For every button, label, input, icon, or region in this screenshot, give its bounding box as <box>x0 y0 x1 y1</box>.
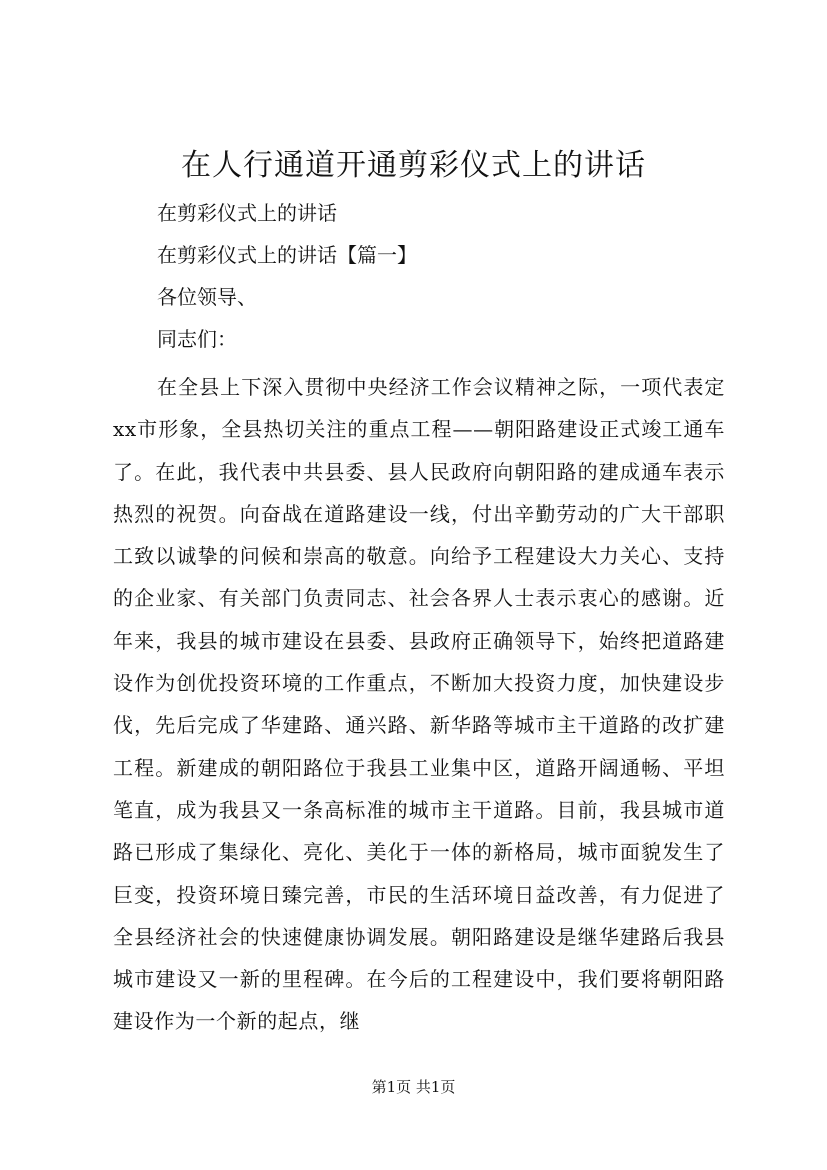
body-paragraph: 在全县上下深入贯彻中央经济工作会议精神之际，一项代表定xx市形象，全县热切关注的重点工程——朝阳路建设正式竣工通车了。在此，我代表中共县委、县人民政府向朝阳路的建成通车表示热烈的祝贺。向奋战在道路建设一线，付出辛勤劳动的广大干部职工致以诚挚的问候和崇高的敬意。向给予工程建设大力关心、支持的企业家、有关部门负责同志、社会各界人士表示衷心的感谢。近年来，我县的城市建设在县委、县政府正确领导下，始终把道路建设作为创优投资环境的工作重点，不断加大投资力度，加快建设步伐，先后完成了华建路、通兴路、新华路等城市主干道路的改扩建工程。新建成的朝阳路位于我县工业集中区，道路开阔通畅、平坦笔直，成为我县又一条高标准的城市主干道路。目前，我县城市道路已形成了集绿化、亮化、美化于一体的新格局，城市面貌发生了巨变，投资环境日臻完善，市民的生活环境日益改善，有力促进了全县经济社会的快速健康协调发展。朝阳路建设是继华建路后我县城市建设又一新的里程碑。在今后的工程建设中，我们要将朝阳路建设作为一个新的起点，继 <box>113 375 725 1034</box>
section-heading: 在剪彩仪式上的讲话【篇一】 <box>157 243 417 267</box>
document-title: 在人行通道开通剪彩仪式上的讲话 <box>181 148 646 183</box>
document-subtitle: 在剪彩仪式上的讲话 <box>157 201 337 225</box>
page-footer: 第1页 共1页 <box>371 1078 456 1096</box>
salutation-leaders: 各位领导、 <box>157 285 257 309</box>
salutation-comrades: 同志们： <box>157 327 237 351</box>
